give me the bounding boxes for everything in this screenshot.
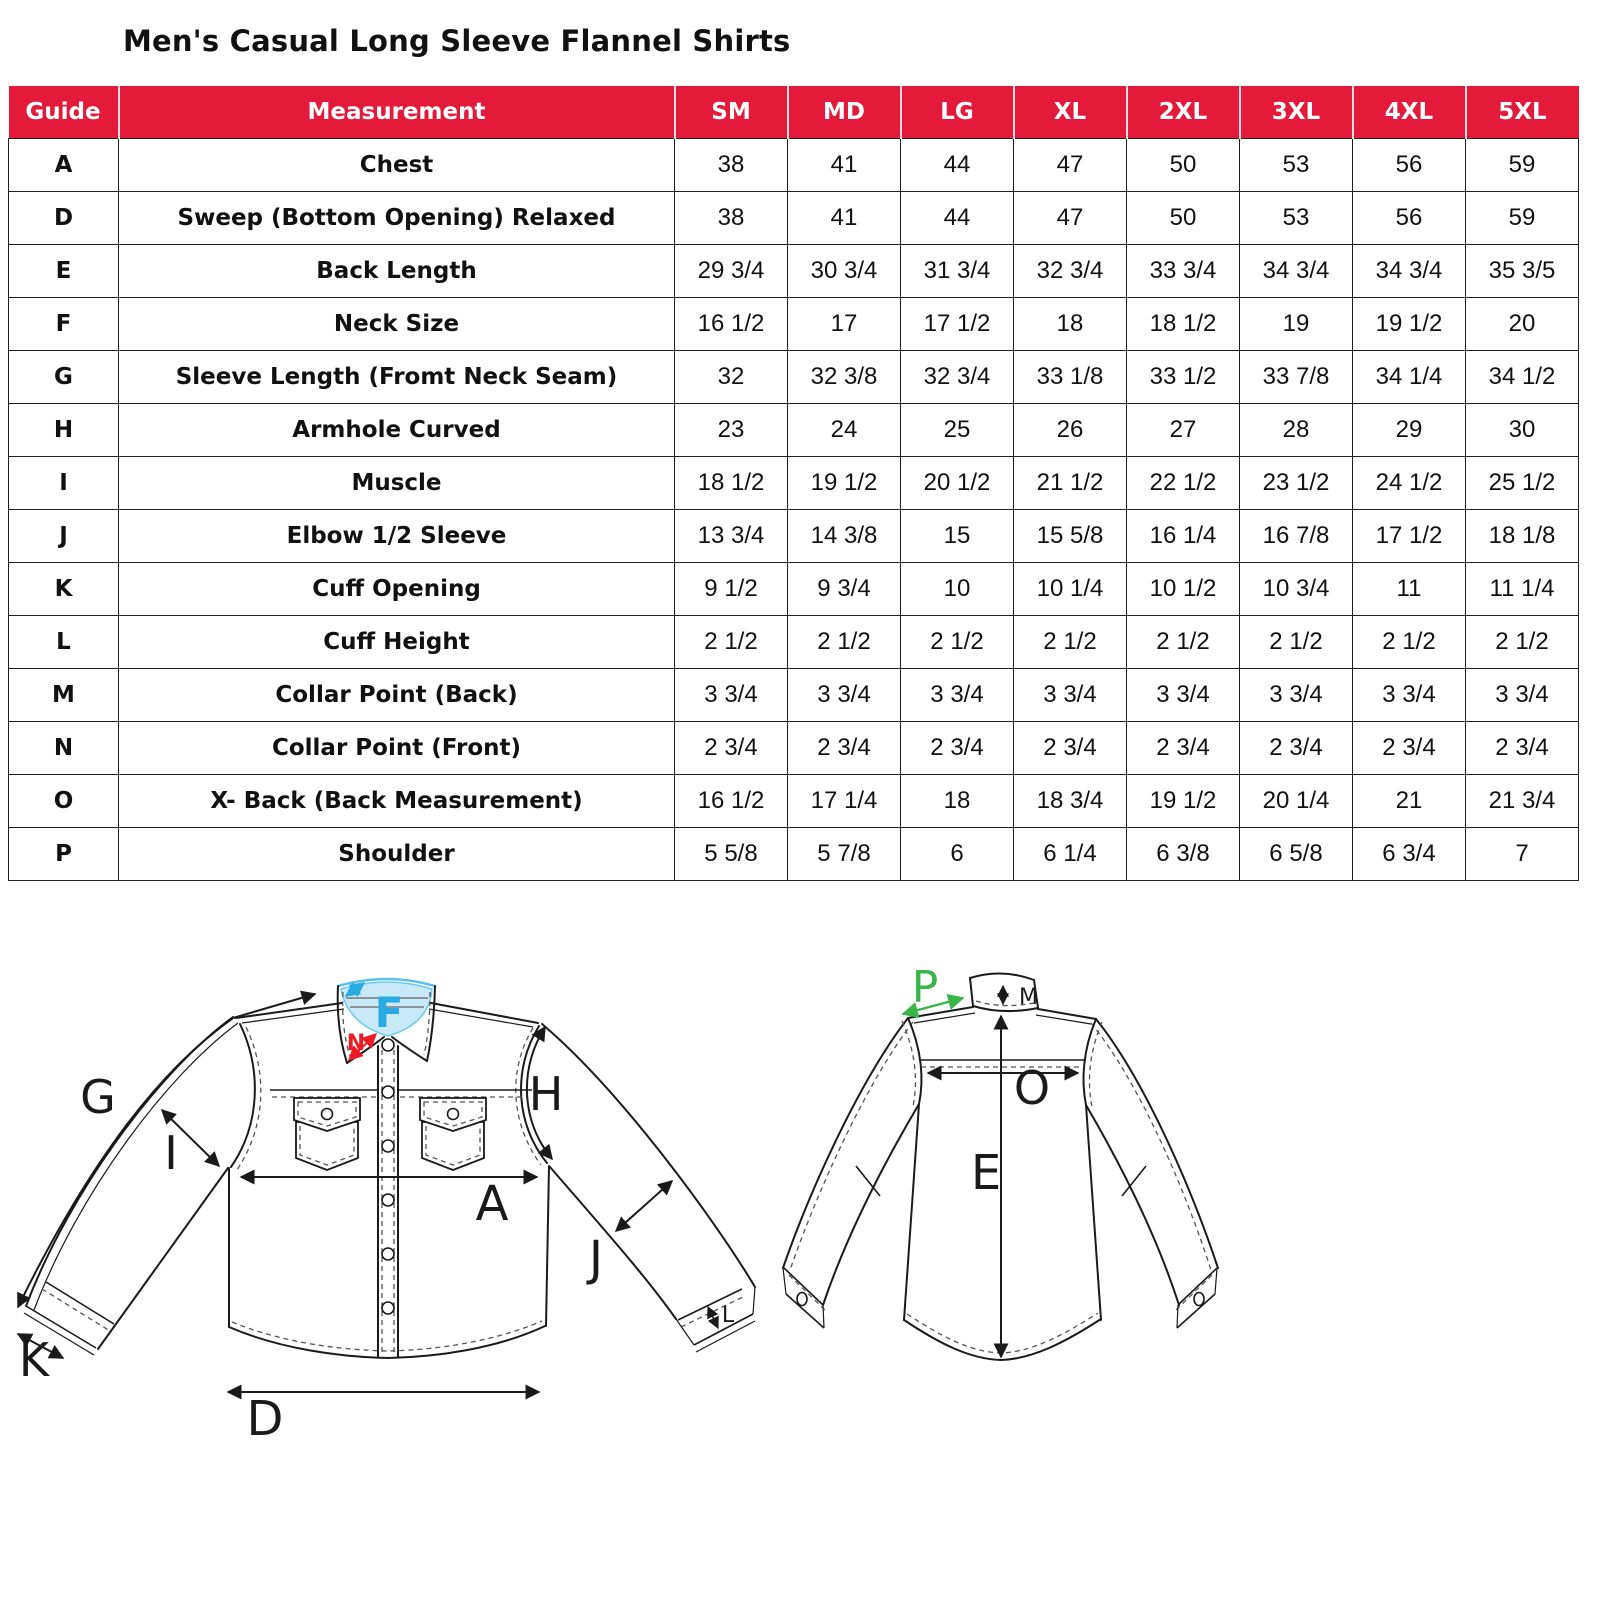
value-cell: 59 (1466, 139, 1579, 192)
guide-cell: J (9, 510, 119, 563)
value-cell: 17 1/2 (1353, 510, 1466, 563)
column-header-4xl: 4XL (1353, 86, 1466, 139)
value-cell: 10 (901, 563, 1014, 616)
value-cell: 2 1/2 (1353, 616, 1466, 669)
value-cell: 17 1/2 (901, 298, 1014, 351)
label-collar-point-back: M (1019, 985, 1038, 1010)
value-cell: 35 3/5 (1466, 245, 1579, 298)
value-cell: 14 3/8 (788, 510, 901, 563)
value-cell: 2 1/2 (1466, 616, 1579, 669)
column-header-2xl: 2XL (1127, 86, 1240, 139)
value-cell: 19 (1240, 298, 1353, 351)
value-cell: 41 (788, 139, 901, 192)
size-chart-body (9, 139, 1579, 881)
value-cell: 34 3/4 (1353, 245, 1466, 298)
value-cell: 2 3/4 (1240, 722, 1353, 775)
back-shirt-drawing (783, 962, 1218, 1360)
value-cell: 50 (1127, 139, 1240, 192)
value-cell: 18 (901, 775, 1014, 828)
value-cell: 32 (675, 351, 788, 404)
guide-cell: H (9, 404, 119, 457)
value-cell: 2 1/2 (675, 616, 788, 669)
label-sleeve-length: G (80, 1070, 116, 1124)
page-title: Men's Casual Long Sleeve Flannel Shirts (123, 24, 791, 58)
table-row (9, 351, 1579, 404)
value-cell: 2 3/4 (1014, 722, 1127, 775)
value-cell: 44 (901, 139, 1014, 192)
value-cell: 22 1/2 (1127, 457, 1240, 510)
value-cell: 38 (675, 139, 788, 192)
label-sweep: D (246, 1391, 284, 1447)
guide-cell: O (9, 775, 119, 828)
value-cell: 6 3/4 (1353, 828, 1466, 881)
column-header-md: MD (788, 86, 901, 139)
value-cell: 59 (1466, 192, 1579, 245)
measurement-name-cell: Collar Point (Front) (119, 722, 675, 775)
value-cell: 2 3/4 (901, 722, 1014, 775)
value-cell: 20 1/2 (901, 457, 1014, 510)
measurement-name-cell: Collar Point (Back) (119, 669, 675, 722)
value-cell: 3 3/4 (788, 669, 901, 722)
value-cell: 6 (901, 828, 1014, 881)
label-collar-point-front: N (346, 1031, 366, 1056)
value-cell: 53 (1240, 192, 1353, 245)
guide-cell: K (9, 563, 119, 616)
value-cell: 2 1/2 (1240, 616, 1353, 669)
value-cell: 23 1/2 (1240, 457, 1353, 510)
measurement-name-cell: Sleeve Length (Fromt Neck Seam) (119, 351, 675, 404)
value-cell: 41 (788, 192, 901, 245)
value-cell: 29 (1353, 404, 1466, 457)
value-cell: 6 5/8 (1240, 828, 1353, 881)
value-cell: 19 1/2 (1353, 298, 1466, 351)
value-cell: 33 1/8 (1014, 351, 1127, 404)
value-cell: 25 1/2 (1466, 457, 1579, 510)
front-shirt-drawing (18, 979, 755, 1447)
value-cell: 18 1/2 (675, 457, 788, 510)
value-cell: 47 (1014, 192, 1127, 245)
value-cell: 10 1/4 (1014, 563, 1127, 616)
guide-cell: N (9, 722, 119, 775)
label-elbow: J (588, 1231, 604, 1287)
value-cell: 23 (675, 404, 788, 457)
guide-cell: L (9, 616, 119, 669)
table-row (9, 828, 1579, 881)
guide-cell: I (9, 457, 119, 510)
value-cell: 26 (1014, 404, 1127, 457)
column-header-xl: XL (1014, 86, 1127, 139)
table-row (9, 298, 1579, 351)
value-cell: 15 (901, 510, 1014, 563)
value-cell: 21 3/4 (1466, 775, 1579, 828)
measurement-name-cell: X- Back (Back Measurement) (119, 775, 675, 828)
value-cell: 32 3/8 (788, 351, 901, 404)
guide-cell: G (9, 351, 119, 404)
value-cell: 56 (1353, 192, 1466, 245)
value-cell: 18 (1014, 298, 1127, 351)
value-cell: 28 (1240, 404, 1353, 457)
value-cell: 13 3/4 (675, 510, 788, 563)
value-cell: 11 (1353, 563, 1466, 616)
value-cell: 3 3/4 (1240, 669, 1353, 722)
value-cell: 16 7/8 (1240, 510, 1353, 563)
value-cell: 9 1/2 (675, 563, 788, 616)
value-cell: 56 (1353, 139, 1466, 192)
value-cell: 2 3/4 (1466, 722, 1579, 775)
table-row (9, 669, 1579, 722)
label-x-back: O (1013, 1061, 1051, 1115)
value-cell: 3 3/4 (1466, 669, 1579, 722)
value-cell: 3 3/4 (901, 669, 1014, 722)
elbow-arrow (616, 1181, 672, 1231)
column-header-lg: LG (901, 86, 1014, 139)
measurement-name-cell: Elbow 1/2 Sleeve (119, 510, 675, 563)
value-cell: 33 3/4 (1127, 245, 1240, 298)
value-cell: 47 (1014, 139, 1127, 192)
value-cell: 19 1/2 (788, 457, 901, 510)
label-shoulder: P (911, 962, 939, 1013)
value-cell: 17 (788, 298, 901, 351)
measurement-name-cell: Muscle (119, 457, 675, 510)
value-cell: 29 3/4 (675, 245, 788, 298)
shirt-diagrams (0, 930, 1600, 1560)
label-cuff-height: L (721, 1303, 735, 1328)
value-cell: 3 3/4 (1127, 669, 1240, 722)
value-cell: 3 3/4 (675, 669, 788, 722)
value-cell: 30 3/4 (788, 245, 901, 298)
column-header-sm: SM (675, 86, 788, 139)
label-chest: A (475, 1176, 509, 1232)
value-cell: 5 7/8 (788, 828, 901, 881)
measurement-name-cell: Sweep (Bottom Opening) Relaxed (119, 192, 675, 245)
table-row (9, 510, 1579, 563)
value-cell: 2 3/4 (1127, 722, 1240, 775)
value-cell: 5 5/8 (675, 828, 788, 881)
table-row (9, 722, 1579, 775)
value-cell: 18 1/8 (1466, 510, 1579, 563)
value-cell: 2 1/2 (901, 616, 1014, 669)
table-row (9, 457, 1579, 510)
label-neck: F (374, 988, 404, 1037)
measurement-name-cell: Armhole Curved (119, 404, 675, 457)
value-cell: 6 1/4 (1014, 828, 1127, 881)
value-cell: 20 (1466, 298, 1579, 351)
value-cell: 33 1/2 (1127, 351, 1240, 404)
value-cell: 34 3/4 (1240, 245, 1353, 298)
value-cell: 2 1/2 (1014, 616, 1127, 669)
header-row (9, 86, 1579, 139)
value-cell: 6 3/8 (1127, 828, 1240, 881)
value-cell: 10 1/2 (1127, 563, 1240, 616)
value-cell: 16 1/2 (675, 298, 788, 351)
value-cell: 17 1/4 (788, 775, 901, 828)
value-cell: 21 1/2 (1014, 457, 1127, 510)
value-cell: 16 1/2 (675, 775, 788, 828)
shirt-diagram-svg (0, 930, 1600, 1560)
value-cell: 11 1/4 (1466, 563, 1579, 616)
value-cell: 38 (675, 192, 788, 245)
value-cell: 32 3/4 (1014, 245, 1127, 298)
table-row (9, 139, 1579, 192)
column-header-guide: Guide (9, 86, 119, 139)
column-header-3xl: 3XL (1240, 86, 1353, 139)
guide-cell: M (9, 669, 119, 722)
value-cell: 3 3/4 (1014, 669, 1127, 722)
value-cell: 27 (1127, 404, 1240, 457)
label-cuff-opening: K (18, 1333, 50, 1387)
table-row (9, 563, 1579, 616)
value-cell: 50 (1127, 192, 1240, 245)
value-cell: 19 1/2 (1127, 775, 1240, 828)
table-row (9, 616, 1579, 669)
label-back-length: E (970, 1145, 1002, 1201)
table-row (9, 404, 1579, 457)
value-cell: 2 3/4 (1353, 722, 1466, 775)
size-chart-table (8, 86, 1579, 881)
table-row (9, 192, 1579, 245)
value-cell: 24 1/2 (1353, 457, 1466, 510)
table-row (9, 775, 1579, 828)
value-cell: 15 5/8 (1014, 510, 1127, 563)
value-cell: 2 1/2 (788, 616, 901, 669)
guide-cell: E (9, 245, 119, 298)
value-cell: 10 3/4 (1240, 563, 1353, 616)
value-cell: 18 1/2 (1127, 298, 1240, 351)
value-cell: 34 1/2 (1466, 351, 1579, 404)
value-cell: 24 (788, 404, 901, 457)
value-cell: 3 3/4 (1353, 669, 1466, 722)
column-header-measurement: Measurement (119, 86, 675, 139)
value-cell: 18 3/4 (1014, 775, 1127, 828)
value-cell: 16 1/4 (1127, 510, 1240, 563)
guide-cell: A (9, 139, 119, 192)
measurement-name-cell: Cuff Opening (119, 563, 675, 616)
value-cell: 2 1/2 (1127, 616, 1240, 669)
value-cell: 21 (1353, 775, 1466, 828)
measurement-name-cell: Back Length (119, 245, 675, 298)
value-cell: 34 1/4 (1353, 351, 1466, 404)
size-chart-header (9, 86, 1579, 139)
label-armhole: H (528, 1067, 564, 1121)
guide-cell: P (9, 828, 119, 881)
measurement-name-cell: Cuff Height (119, 616, 675, 669)
value-cell: 25 (901, 404, 1014, 457)
table-row (9, 245, 1579, 298)
value-cell: 20 1/4 (1240, 775, 1353, 828)
guide-cell: F (9, 298, 119, 351)
measurement-name-cell: Neck Size (119, 298, 675, 351)
value-cell: 9 3/4 (788, 563, 901, 616)
value-cell: 44 (901, 192, 1014, 245)
value-cell: 7 (1466, 828, 1579, 881)
measurement-name-cell: Chest (119, 139, 675, 192)
value-cell: 33 7/8 (1240, 351, 1353, 404)
value-cell: 53 (1240, 139, 1353, 192)
label-muscle: I (164, 1126, 178, 1180)
measurement-name-cell: Shoulder (119, 828, 675, 881)
value-cell: 30 (1466, 404, 1579, 457)
value-cell: 31 3/4 (901, 245, 1014, 298)
value-cell: 2 3/4 (675, 722, 788, 775)
value-cell: 32 3/4 (901, 351, 1014, 404)
guide-cell: D (9, 192, 119, 245)
column-header-5xl: 5XL (1466, 86, 1579, 139)
value-cell: 2 3/4 (788, 722, 901, 775)
